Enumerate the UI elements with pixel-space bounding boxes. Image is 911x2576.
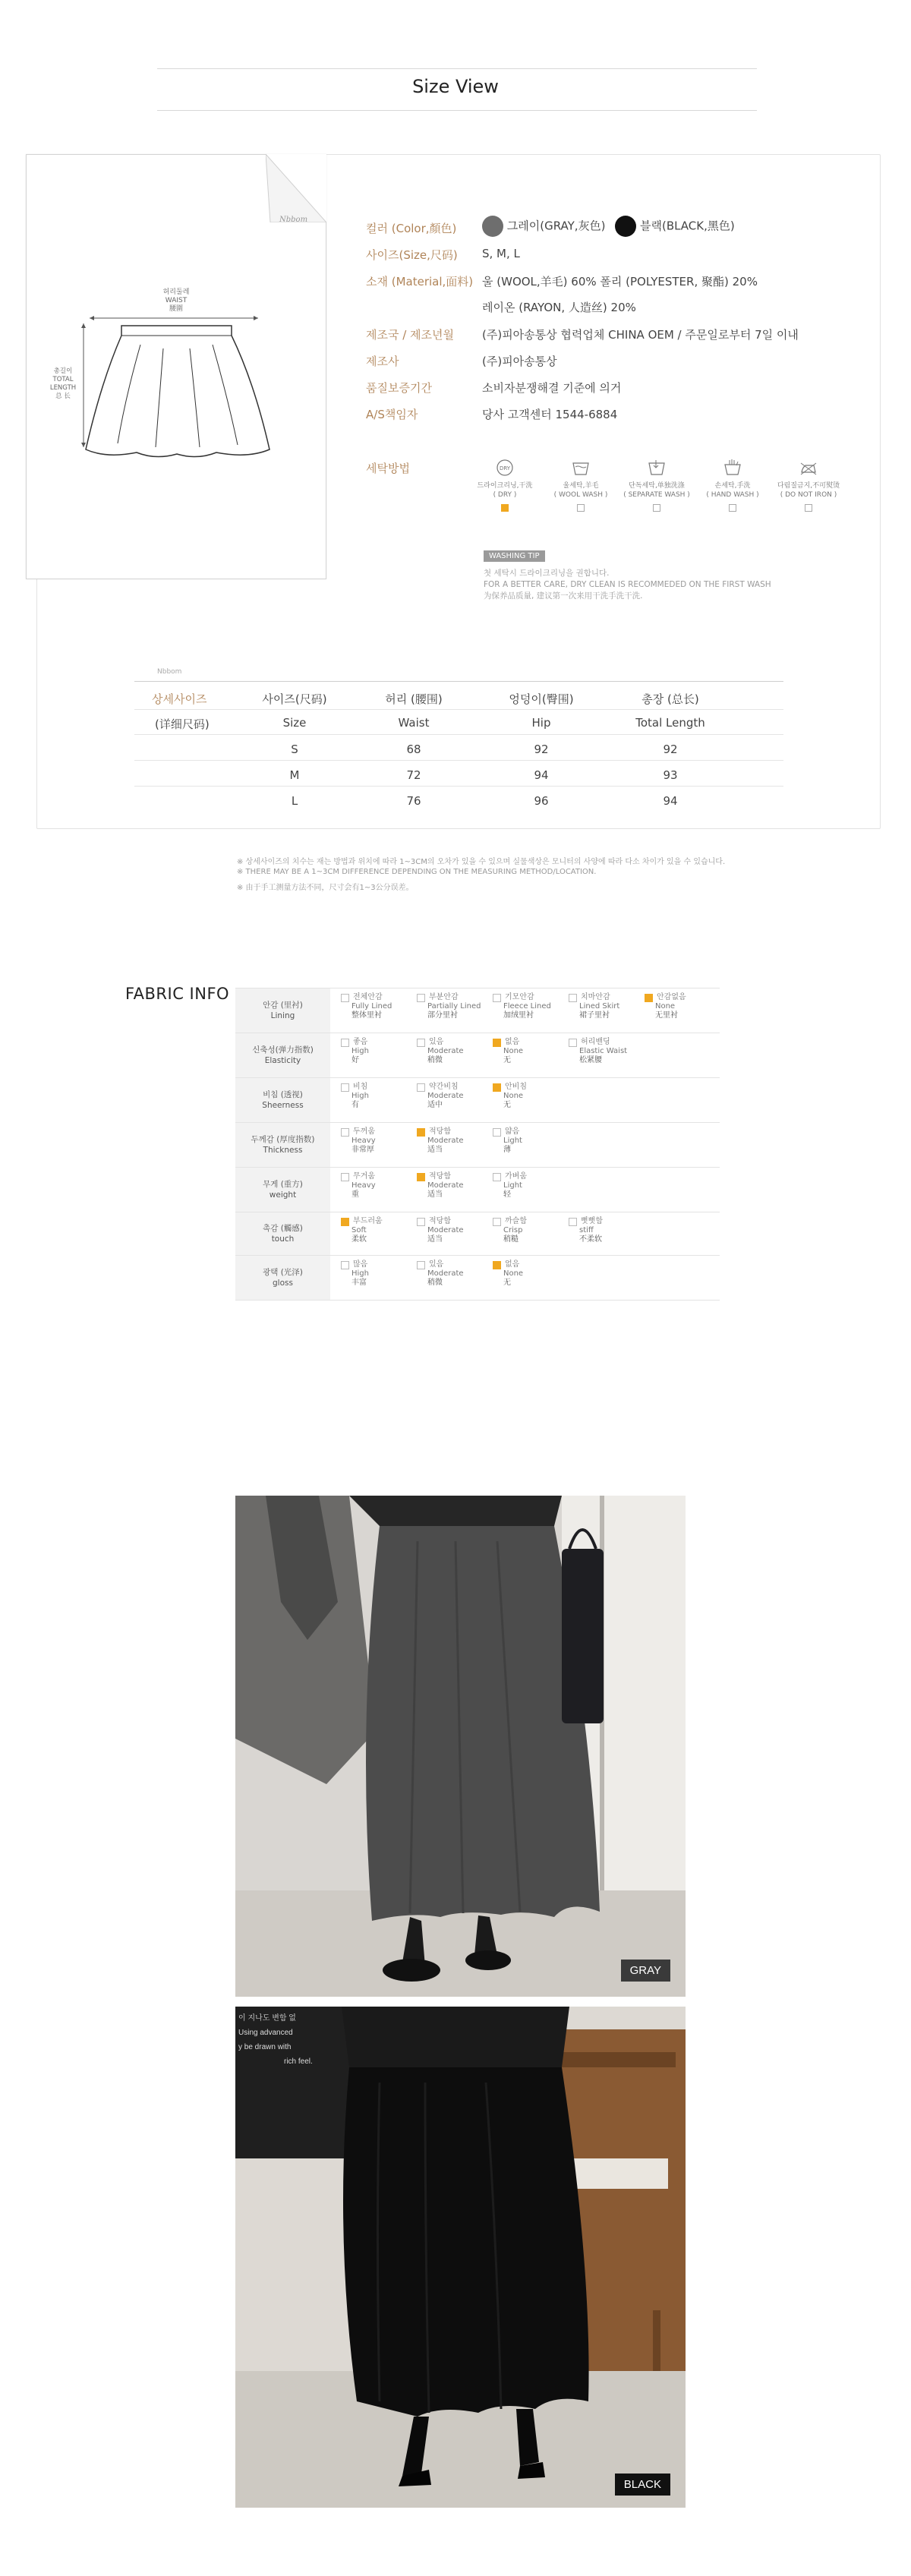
fabric-row-subtitle: Elasticity	[264, 1056, 301, 1065]
fabric-option	[566, 1212, 641, 1255]
gray-swatch	[482, 216, 503, 237]
fabric-row-title: 안감 (里衬)	[263, 1001, 303, 1010]
fabric-option-ko: 가벼움	[505, 1172, 527, 1181]
checked-box-icon	[341, 1218, 349, 1226]
fabric-row-subtitle: weight	[269, 1190, 297, 1200]
detail-size-label: 상세사이즈	[152, 692, 207, 706]
unchecked-box-icon	[417, 1039, 425, 1047]
fabric-row-subtitle: gloss	[273, 1279, 293, 1288]
fabric-option-en: Light	[503, 1181, 522, 1190]
size-table-sep	[134, 709, 783, 710]
fabric-option-en: Fleece Lined	[503, 1002, 551, 1011]
material-label: 소재 (Material,面料)	[366, 275, 474, 288]
unchecked-box-icon	[493, 1173, 501, 1181]
fabric-option-zh: 轻	[503, 1190, 511, 1199]
wash-option-hand: 손세탁,手洗 ( HAND WASH )	[695, 459, 771, 512]
fabric-option	[414, 1212, 490, 1255]
svg-text:DRY: DRY	[499, 465, 511, 471]
fabric-option	[414, 1168, 490, 1212]
fabric-option-en: Light	[503, 1137, 522, 1145]
note-3: ※ 由于手工测量方法不同，尺寸会有1~3公分误差。	[237, 884, 414, 892]
unchecked-box-icon	[341, 1128, 349, 1137]
fabric-option-zh: 无里衬	[655, 1011, 678, 1020]
section-title-size-view: Size View	[412, 76, 499, 97]
color-label: 컬러 (Color,顏色)	[366, 222, 457, 235]
fabric-option-zh: 无	[503, 1101, 511, 1109]
row-s-length: 92	[663, 743, 678, 756]
detail-size-label-zh: (详细尺码)	[155, 717, 210, 731]
row-m-waist: 72	[406, 768, 421, 782]
checked-box-icon	[493, 1083, 501, 1092]
fabric-option	[490, 1033, 566, 1077]
fabric-option-zh: 适当	[427, 1190, 443, 1199]
col-hip-ko: 엉덩이(臀围)	[509, 692, 574, 706]
fabric-option-zh: 稍糙	[503, 1235, 519, 1244]
size-table-sep	[134, 786, 783, 787]
fabric-option-zh: 松紧腰	[579, 1056, 602, 1064]
col-size-en: Size	[282, 716, 307, 730]
fabric-option	[490, 1123, 566, 1167]
as-label: A/S책임자	[366, 408, 418, 421]
fabric-row-title: 신축성(弹力指数)	[252, 1045, 314, 1055]
fabric-option-zh: 丰富	[351, 1279, 367, 1287]
fabric-option-ko: 허리밴딩	[581, 1038, 610, 1046]
manufacture-label: 제조국 / 제조년월	[366, 328, 455, 342]
checked-box-icon	[493, 1039, 501, 1047]
row-l-waist: 76	[406, 794, 421, 808]
fabric-option-en: None	[503, 1047, 524, 1055]
fabric-option-ko: 안비침	[505, 1083, 527, 1091]
fabric-option	[641, 988, 717, 1033]
black-photo-overlay-text: 이 지나도 변함 없 Using advanced y be drawn with rich feel.	[238, 2014, 313, 2066]
fabric-option-zh: 有	[351, 1101, 359, 1109]
fabric-option	[490, 1168, 566, 1212]
fabric-option-ko: 없음	[505, 1260, 520, 1269]
row-l-hip: 96	[534, 794, 549, 808]
hand-wash-icon	[722, 459, 743, 477]
size-table-tag: Nbbom	[157, 668, 182, 676]
material-value-2: 레이온 (RAYON, 人造丝) 20%	[482, 301, 636, 314]
warranty-value: 소비자분쟁해결 기준에 의거	[482, 381, 622, 395]
page-corner	[266, 154, 326, 222]
note-2: ※ THERE MAY BE A 1~3CM DIFFERENCE DEPENDING ON THE MEASURING METHOD/LOCATION.	[237, 868, 597, 876]
fabric-option	[414, 1123, 490, 1167]
separate-wash-icon	[646, 459, 667, 477]
gray-photo-art	[235, 1496, 686, 1997]
fabric-option-en: Fully Lined	[351, 1002, 392, 1011]
fabric-option-ko: 까슬함	[505, 1217, 527, 1225]
unchecked-box-icon	[341, 994, 349, 1002]
wash-check-hand	[729, 504, 736, 512]
fabric-option-zh: 非常厚	[351, 1146, 374, 1154]
unchecked-box-icon	[417, 1261, 425, 1269]
wash-option-wool: 울세탁,羊毛 ( WOOL WASH )	[543, 459, 619, 512]
col-hip-en: Hip	[531, 716, 551, 730]
no-iron-icon	[798, 459, 819, 477]
fabric-option	[566, 1033, 641, 1077]
fabric-option-ko: 전체안감	[353, 993, 383, 1001]
fabric-row-title: 두께감 (厚度指数)	[251, 1135, 315, 1144]
size-value: S, M, L	[482, 247, 520, 260]
warranty-label: 품질보증기간	[366, 381, 432, 395]
material-value-1: 울 (WOOL,羊毛) 60% 폴리 (POLYESTER, 聚酯) 20%	[482, 275, 758, 288]
row-m-hip: 94	[534, 768, 549, 782]
fabric-row-subtitle: Thickness	[263, 1146, 303, 1155]
fabric-option-zh: 裙子里衬	[579, 1011, 610, 1020]
black-option-label: 블랙(BLACK,黑色)	[639, 219, 735, 233]
fabric-row-header	[235, 1168, 330, 1212]
unchecked-box-icon	[341, 1261, 349, 1269]
fabric-info-title: FABRIC INFO	[125, 985, 230, 1003]
fabric-option-ko: 치마안감	[581, 993, 610, 1001]
fabric-option-en: Crisp	[503, 1226, 523, 1234]
fabric-option-ko: 부분안감	[429, 993, 459, 1001]
wash-check-dry	[501, 504, 509, 512]
fabric-option	[338, 1256, 414, 1300]
fabric-option	[414, 1078, 490, 1122]
size-table-sep	[134, 760, 783, 761]
black-photo-art	[235, 2007, 686, 2508]
wash-check-wool	[577, 504, 585, 512]
fabric-option-en: None	[503, 1092, 524, 1100]
fabric-option	[490, 1256, 566, 1300]
row-m-length: 93	[663, 768, 678, 782]
unchecked-box-icon	[493, 994, 501, 1002]
wool-wash-icon	[570, 459, 591, 477]
unchecked-box-icon	[417, 1218, 425, 1226]
fabric-option	[414, 1256, 490, 1300]
fabric-row	[235, 1077, 720, 1122]
fabric-option-ko: 기모안감	[505, 993, 534, 1001]
wash-check-separate	[653, 504, 660, 512]
fabric-row	[235, 1033, 720, 1077]
unchecked-box-icon	[417, 994, 425, 1002]
col-length-ko: 총장 (总长)	[641, 692, 699, 706]
maker-value: (주)피아송통상	[482, 355, 557, 368]
row-s-hip: 92	[534, 743, 549, 756]
fabric-option-en: High	[351, 1047, 369, 1055]
fabric-row-header	[235, 1078, 330, 1122]
fabric-option-ko: 두꺼움	[353, 1127, 375, 1136]
washing-tip-text: 첫 세탁시 드라이크리닝을 권합니다. FOR A BETTER CARE, DRY CLEAN IS RECOMMEDED ON THE FIRST WASH 为保养品质量, 建议第一次来用干洗手洗干洗.	[484, 569, 771, 601]
fabric-row	[235, 1212, 720, 1255]
fabric-option-en: Moderate	[427, 1092, 464, 1100]
note-1: ※ 상세사이즈의 치수는 재는 방법과 위치에 따라 1~3CM의 오차가 있을 수 있으며 실물색상은 모니터의 사양에 따라 다소 차이가 있을 수 있습니다.	[237, 858, 726, 866]
col-length-en: Total Length	[635, 716, 705, 730]
fabric-option-zh: 部分里衬	[427, 1011, 458, 1020]
wash-option-separate: 단독세탁,单独洗涤 ( SEPARATE WASH )	[619, 459, 695, 512]
fabric-option-ko: 안감없음	[657, 993, 686, 1001]
black-swatch	[615, 216, 636, 237]
fabric-option-zh: 重	[351, 1190, 359, 1199]
fabric-row-title: 촉감 (觸感)	[263, 1224, 303, 1233]
dry-clean-icon	[494, 459, 515, 477]
divider-bottom	[157, 110, 757, 111]
fabric-row-title: 비침 (透视)	[263, 1090, 303, 1099]
gray-badge: GRAY	[621, 1960, 670, 1982]
fabric-option-zh: 薄	[503, 1146, 511, 1154]
as-value: 당사 고객센터 1544-6884	[482, 408, 618, 421]
fabric-option-en: Moderate	[427, 1181, 464, 1190]
col-waist-en: Waist	[398, 716, 430, 730]
fabric-option-en: Heavy	[351, 1137, 376, 1145]
fabric-option-ko: 뻣뻣함	[581, 1217, 603, 1225]
fabric-option-en: Moderate	[427, 1226, 464, 1234]
color-options	[482, 216, 735, 237]
gray-option-label: 그레이(GRAY,灰色)	[506, 219, 606, 233]
fabric-option	[338, 1168, 414, 1212]
checked-box-icon	[417, 1128, 425, 1137]
row-l-length: 94	[663, 794, 678, 808]
fabric-row	[235, 1122, 720, 1167]
brand-mark: Nbbom	[279, 216, 308, 224]
fabric-option-en: High	[351, 1269, 369, 1278]
fabric-option	[414, 988, 490, 1033]
wash-option-dry: DRY 드라이크리닝,干洗 ( DRY )	[467, 459, 543, 512]
fabric-option-zh: 好	[351, 1056, 359, 1064]
fabric-option	[566, 988, 641, 1033]
fabric-option-zh: 柔软	[351, 1235, 367, 1244]
fabric-option-zh: 稍微	[427, 1056, 443, 1064]
size-table-topline	[134, 681, 783, 682]
fabric-row	[235, 988, 720, 1033]
unchecked-box-icon	[341, 1083, 349, 1092]
fabric-option-zh: 无	[503, 1056, 511, 1064]
unchecked-box-icon	[493, 1218, 501, 1226]
black-badge: BLACK	[615, 2474, 670, 2496]
fabric-option-ko: 적당함	[429, 1127, 451, 1136]
fabric-option-en: None	[503, 1269, 524, 1278]
row-m-size: M	[289, 768, 300, 782]
fabric-option-en: Moderate	[427, 1269, 464, 1278]
fabric-info-table	[235, 988, 720, 1301]
fabric-row-header	[235, 1212, 330, 1255]
unchecked-box-icon	[341, 1039, 349, 1047]
fabric-option	[338, 1212, 414, 1255]
unchecked-box-icon	[569, 994, 577, 1002]
fabric-option	[338, 1078, 414, 1122]
fabric-option-ko: 많음	[353, 1260, 368, 1269]
fabric-row	[235, 1167, 720, 1212]
fabric-row-subtitle: Lining	[270, 1011, 295, 1020]
fabric-option-zh: 不柔软	[579, 1235, 602, 1244]
fabric-option-en: Lined Skirt	[579, 1002, 620, 1011]
checked-box-icon	[645, 994, 653, 1002]
fabric-option-zh: 适当	[427, 1146, 443, 1154]
fabric-option-ko: 무거움	[353, 1172, 375, 1181]
black-skirt-photo	[235, 2007, 686, 2508]
fabric-option	[490, 1212, 566, 1255]
gray-skirt-photo	[235, 1496, 686, 1997]
wash-check-no-iron	[805, 504, 812, 512]
col-size-ko: 사이즈(尺码)	[262, 692, 327, 706]
fabric-option-en: Soft	[351, 1226, 367, 1234]
fabric-option-en: Elastic Waist	[579, 1047, 628, 1055]
fabric-row-header	[235, 1033, 330, 1077]
fabric-option	[490, 988, 566, 1033]
fabric-option-zh: 无	[503, 1279, 511, 1287]
fabric-option-zh: 适中	[427, 1101, 443, 1109]
fabric-row	[235, 1255, 720, 1301]
fabric-option-ko: 얇음	[505, 1127, 520, 1136]
fabric-row-title: 광택 (光泽)	[263, 1268, 303, 1277]
size-label: 사이즈(Size,尺码)	[366, 248, 458, 262]
row-s-waist: 68	[406, 743, 421, 756]
fabric-row-title: 무게 (重方)	[263, 1180, 303, 1189]
fabric-row-subtitle: touch	[271, 1234, 295, 1244]
fabric-option-ko: 적당함	[429, 1217, 451, 1225]
fabric-option-ko: 좋음	[353, 1038, 368, 1046]
fabric-option-en: Heavy	[351, 1181, 376, 1190]
fabric-row-header	[235, 1256, 330, 1300]
divider-top	[157, 68, 757, 69]
fabric-option-zh: 加绒里衬	[503, 1011, 534, 1020]
washing-label: 세탁방법	[366, 462, 410, 475]
fabric-option-ko: 부드러움	[353, 1217, 383, 1225]
fabric-option-en: None	[655, 1002, 676, 1011]
fabric-option-ko: 약간비침	[429, 1083, 459, 1091]
checked-box-icon	[417, 1173, 425, 1181]
unchecked-box-icon	[341, 1173, 349, 1181]
fabric-option-ko: 비침	[353, 1083, 368, 1091]
row-s-size: S	[291, 743, 298, 756]
fabric-row-header	[235, 1123, 330, 1167]
unchecked-box-icon	[569, 1218, 577, 1226]
fabric-option-en: High	[351, 1092, 369, 1100]
fabric-row-header	[235, 988, 330, 1033]
fabric-option-zh: 整体里衬	[351, 1011, 382, 1020]
row-l-size: L	[291, 794, 298, 808]
fabric-option-en: Partially Lined	[427, 1002, 481, 1011]
wash-option-no-iron: 다림질금지,不可熨烫 ( DO NOT IRON )	[771, 459, 846, 512]
fabric-option	[338, 988, 414, 1033]
fabric-option-ko: 없음	[505, 1038, 520, 1046]
unchecked-box-icon	[493, 1128, 501, 1137]
manufacture-value: (주)피아송통상 협력업체 CHINA OEM / 주문일로부터 7일 이내	[482, 328, 799, 342]
fabric-row-subtitle: Sheerness	[262, 1101, 304, 1110]
fabric-option	[414, 1033, 490, 1077]
unchecked-box-icon	[417, 1083, 425, 1092]
washing-icons	[467, 459, 892, 512]
fabric-option-ko: 있음	[429, 1038, 444, 1046]
waist-label: 허리둘레 WAIST 腰圍	[162, 288, 190, 313]
fabric-option-ko: 적당함	[429, 1172, 451, 1181]
fabric-option	[490, 1078, 566, 1122]
washing-tip-badge: WASHING TIP	[484, 550, 545, 562]
fabric-option-zh: 稍微	[427, 1279, 443, 1287]
col-waist-ko: 허리 (腰围)	[385, 692, 443, 706]
fabric-option-zh: 适当	[427, 1235, 443, 1244]
fabric-option-en: Moderate	[427, 1047, 464, 1055]
fabric-option-en: Moderate	[427, 1137, 464, 1145]
fabric-option	[338, 1123, 414, 1167]
fabric-option-ko: 있음	[429, 1260, 444, 1269]
unchecked-box-icon	[569, 1039, 577, 1047]
checked-box-icon	[493, 1261, 501, 1269]
maker-label: 제조사	[366, 355, 399, 368]
size-table-sep	[134, 734, 783, 735]
fabric-option	[338, 1033, 414, 1077]
length-label: 총길이 TOTAL LENGTH 总 长	[49, 367, 77, 400]
fabric-option-en: stiff	[579, 1226, 594, 1234]
